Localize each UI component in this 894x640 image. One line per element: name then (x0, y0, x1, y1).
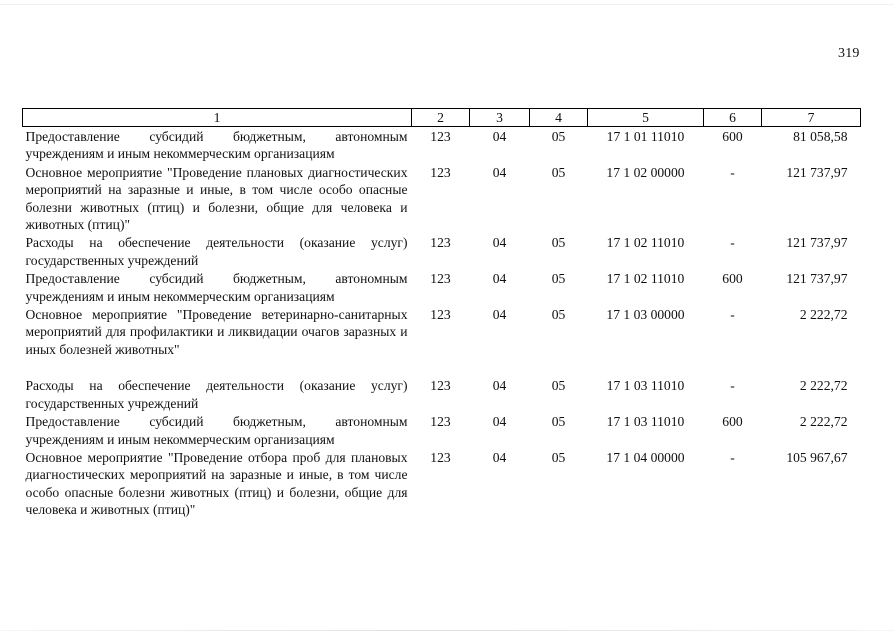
row-expense-type: 600 (722, 129, 743, 144)
row-code-col3: 04 (492, 164, 507, 180)
row-target-code: 17 1 02 11010 (606, 235, 685, 251)
column-header-1: 1 (23, 109, 412, 127)
row-code-col2: 123 (430, 449, 451, 465)
table-row (23, 163, 861, 234)
row-description: Основное мероприятие "Проведение отбора проб для плановых диагностических мероприятий на заразные и иные, в том числе особо опасные болезни животных (птиц) и болезни, общие для человека и животных (птиц)" (25, 449, 408, 518)
row-expense-type: - (730, 449, 735, 465)
scan-edge-bottom (0, 630, 894, 631)
column-header-4: 4 (530, 109, 588, 127)
row-expense-type: - (730, 307, 735, 323)
row-description: Предоставление субсидий бюджетным, автономным учреждениям и иным некоммерческим организациям (25, 129, 408, 162)
row-description: Расходы на обеспечение деятельности (оказание услуг) государственных учреждений (25, 378, 408, 411)
row-code-col2: 123 (430, 235, 451, 251)
row-amount: 105 967,67 (786, 449, 848, 465)
row-code-col4: 05 (551, 235, 566, 251)
table-spacer-row (23, 358, 861, 376)
row-code-col3: 04 (492, 378, 507, 394)
table-header-row (23, 109, 861, 127)
row-code-col4: 05 (551, 449, 566, 465)
table-row (23, 305, 861, 358)
column-header-7: 7 (762, 109, 861, 127)
row-expense-type: 600 (722, 271, 743, 287)
row-code-col4: 05 (551, 164, 566, 180)
row-code-col2: 123 (430, 129, 451, 144)
row-target-code: 17 1 01 11010 (606, 129, 685, 144)
row-expense-type: - (730, 164, 735, 180)
row-code-col3: 04 (492, 414, 507, 430)
row-code-col4: 05 (551, 414, 566, 430)
budget-table-container (22, 108, 860, 519)
page-number: 319 (838, 46, 860, 61)
row-code-col4: 05 (551, 129, 566, 144)
row-description: Основное мероприятие "Проведение ветеринарно-санитарных мероприятий для профилактики и ликвидации очагов заразных и иных болезней животных" (25, 307, 408, 357)
row-amount: 81 058,58 (793, 129, 848, 144)
spacer-cell (23, 358, 861, 376)
row-code-col2: 123 (430, 414, 451, 430)
table-row (23, 412, 861, 448)
row-code-col4: 05 (551, 378, 566, 394)
row-target-code: 17 1 03 11010 (606, 378, 685, 394)
table-row (23, 448, 861, 519)
row-target-code: 17 1 02 11010 (606, 271, 685, 287)
column-header-6: 6 (704, 109, 762, 127)
row-description: Предоставление субсидий бюджетным, автономным учреждениям и иным некоммерческим организациям (25, 271, 408, 304)
row-amount: 121 737,97 (786, 271, 848, 287)
row-expense-type: - (730, 378, 735, 394)
row-code-col3: 04 (492, 129, 507, 144)
row-amount: 2 222,72 (799, 378, 848, 394)
row-description: Основное мероприятие "Проведение плановых диагностических мероприятий на заразные и иные, в том числе особо опасные болезни животных (птиц) и болезни, общие для человека и животных (птиц)" (25, 164, 408, 233)
table-row (23, 233, 861, 269)
row-amount: 121 737,97 (786, 235, 848, 251)
row-code-col2: 123 (430, 164, 451, 180)
row-target-code: 17 1 03 11010 (606, 414, 685, 430)
row-target-code: 17 1 03 00000 (606, 307, 685, 323)
scan-edge-top (0, 4, 894, 5)
row-code-col2: 123 (430, 378, 451, 394)
row-expense-type: - (730, 235, 735, 251)
row-code-col3: 04 (492, 307, 507, 323)
row-expense-type: 600 (722, 414, 743, 430)
row-target-code: 17 1 04 00000 (606, 449, 685, 465)
budget-table (22, 108, 861, 519)
table-row (23, 376, 861, 412)
row-amount: 121 737,97 (786, 164, 848, 180)
row-code-col3: 04 (492, 271, 507, 287)
row-amount: 2 222,72 (799, 414, 848, 430)
column-header-3: 3 (470, 109, 530, 127)
row-code-col3: 04 (492, 235, 507, 251)
row-target-code: 17 1 02 00000 (606, 164, 685, 180)
row-amount: 2 222,72 (799, 307, 848, 323)
row-code-col4: 05 (551, 271, 566, 287)
row-code-col2: 123 (430, 271, 451, 287)
row-description: Предоставление субсидий бюджетным, автономным учреждениям и иным некоммерческим организациям (25, 414, 408, 447)
table-row (23, 127, 861, 163)
row-description: Расходы на обеспечение деятельности (оказание услуг) государственных учреждений (25, 235, 408, 268)
table-row (23, 269, 861, 305)
row-code-col3: 04 (492, 449, 507, 465)
row-code-col2: 123 (430, 307, 451, 323)
column-header-2: 2 (412, 109, 470, 127)
row-code-col4: 05 (551, 307, 566, 323)
column-header-5: 5 (588, 109, 704, 127)
